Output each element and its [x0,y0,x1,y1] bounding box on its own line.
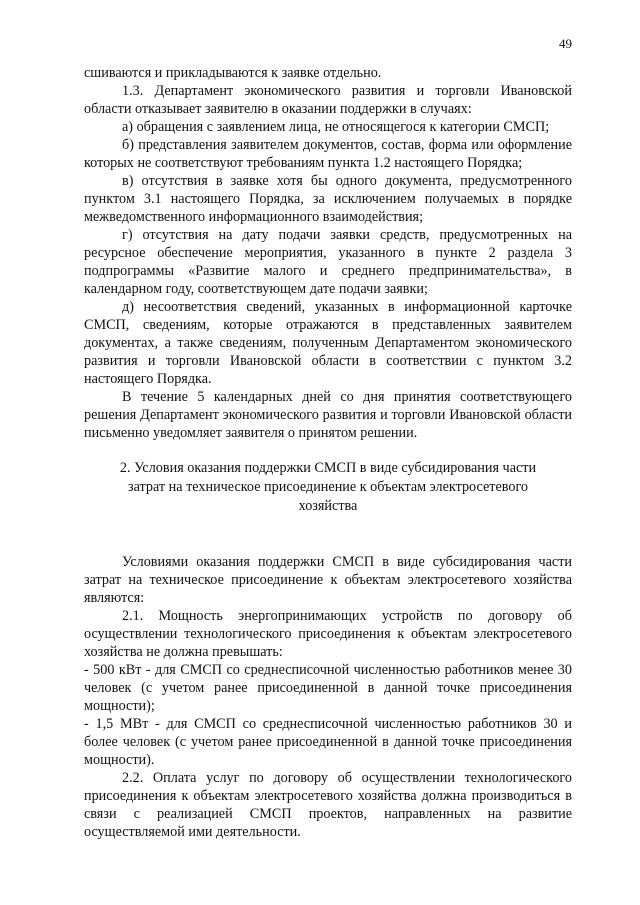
paragraph: 2.1. Мощность энергопринимающих устройств по договору об осуществлении технологического присоединения к объектам электросетевого хозяйства не должна превышать: [84,608,572,660]
paragraph: сшиваются и прикладываются к заявке отдельно. [84,65,382,81]
page-number: 49 [559,36,572,51]
list-item-dash: - 1,5 МВт - для СМСП со среднесписочной численностью работников 30 и более человек (с учетом ранее присоединенной в данной точке присоединения мощности). [84,716,572,768]
list-item-b: б) представления заявителем документов, состав, форма или оформление которых не соответствуют требованиям пункта 1.2 настоящего Порядка; [84,137,572,171]
list-item-a: а) обращения с заявлением лица, не относящегося к категории СМСП; [122,119,550,135]
paragraph: Условиями оказания поддержки СМСП в виде субсидирования части затрат на техническое присоединение к объектам электросетевого хозяйства являются: [84,554,572,606]
section-title: 2. Условия оказания поддержки СМСП в виде субсидирования части затрат на техническое присоединение к объектам электросетевого хозяйства [119,460,537,514]
paragraph: 1.3. Департамент экономического развития и торговли Ивановской области отказывает заявителю в оказании поддержки в случаях: [84,83,572,117]
list-item-g: г) отсутствия на дату подачи заявки средств, предусмотренных на ресурсное обеспечение мероприятия, указанного в пункте 2 раздела 3 подпрограммы «Развитие малого и среднего предпринимательства», в календарном году, соответствующем дате подачи заявки; [84,227,572,297]
paragraph: В течение 5 календарных дней со дня принятия соответствующего решения Департамент экономического развития и торговли Ивановской области письменно уведомляет заявителя о принятом решении. [84,389,572,441]
list-item-v: в) отсутствия в заявке хотя бы одного документа, предусмотренного пунктом 3.1 настоящего Порядка, за исключением получаемых в порядке межведомственного информационного взаимодействия; [84,173,572,225]
list-item-dash: - 500 кВт - для СМСП со среднесписочной численностью работников менее 30 человек (с учетом ранее присоединенной в данной точке присоединения мощности); [84,662,572,714]
paragraph: 2.2. Оплата услуг по договору об осуществлении технологического присоединения к объектам электросетевого хозяйства должна производиться в связи с реализацией СМСП проектов, направленных на развитие осуществляемой ими деятельности. [84,770,572,840]
document-body [84,64,572,841]
list-item-d: д) несоответствия сведений, указанных в информационной карточке СМСП, сведениям, которые отражаются в представленных заявителем документах, а также сведениям, полученным Департаментом экономического развития и торговли Ивановской области в соответствии с пунктом 3.2 настоящего Порядка. [84,299,572,387]
